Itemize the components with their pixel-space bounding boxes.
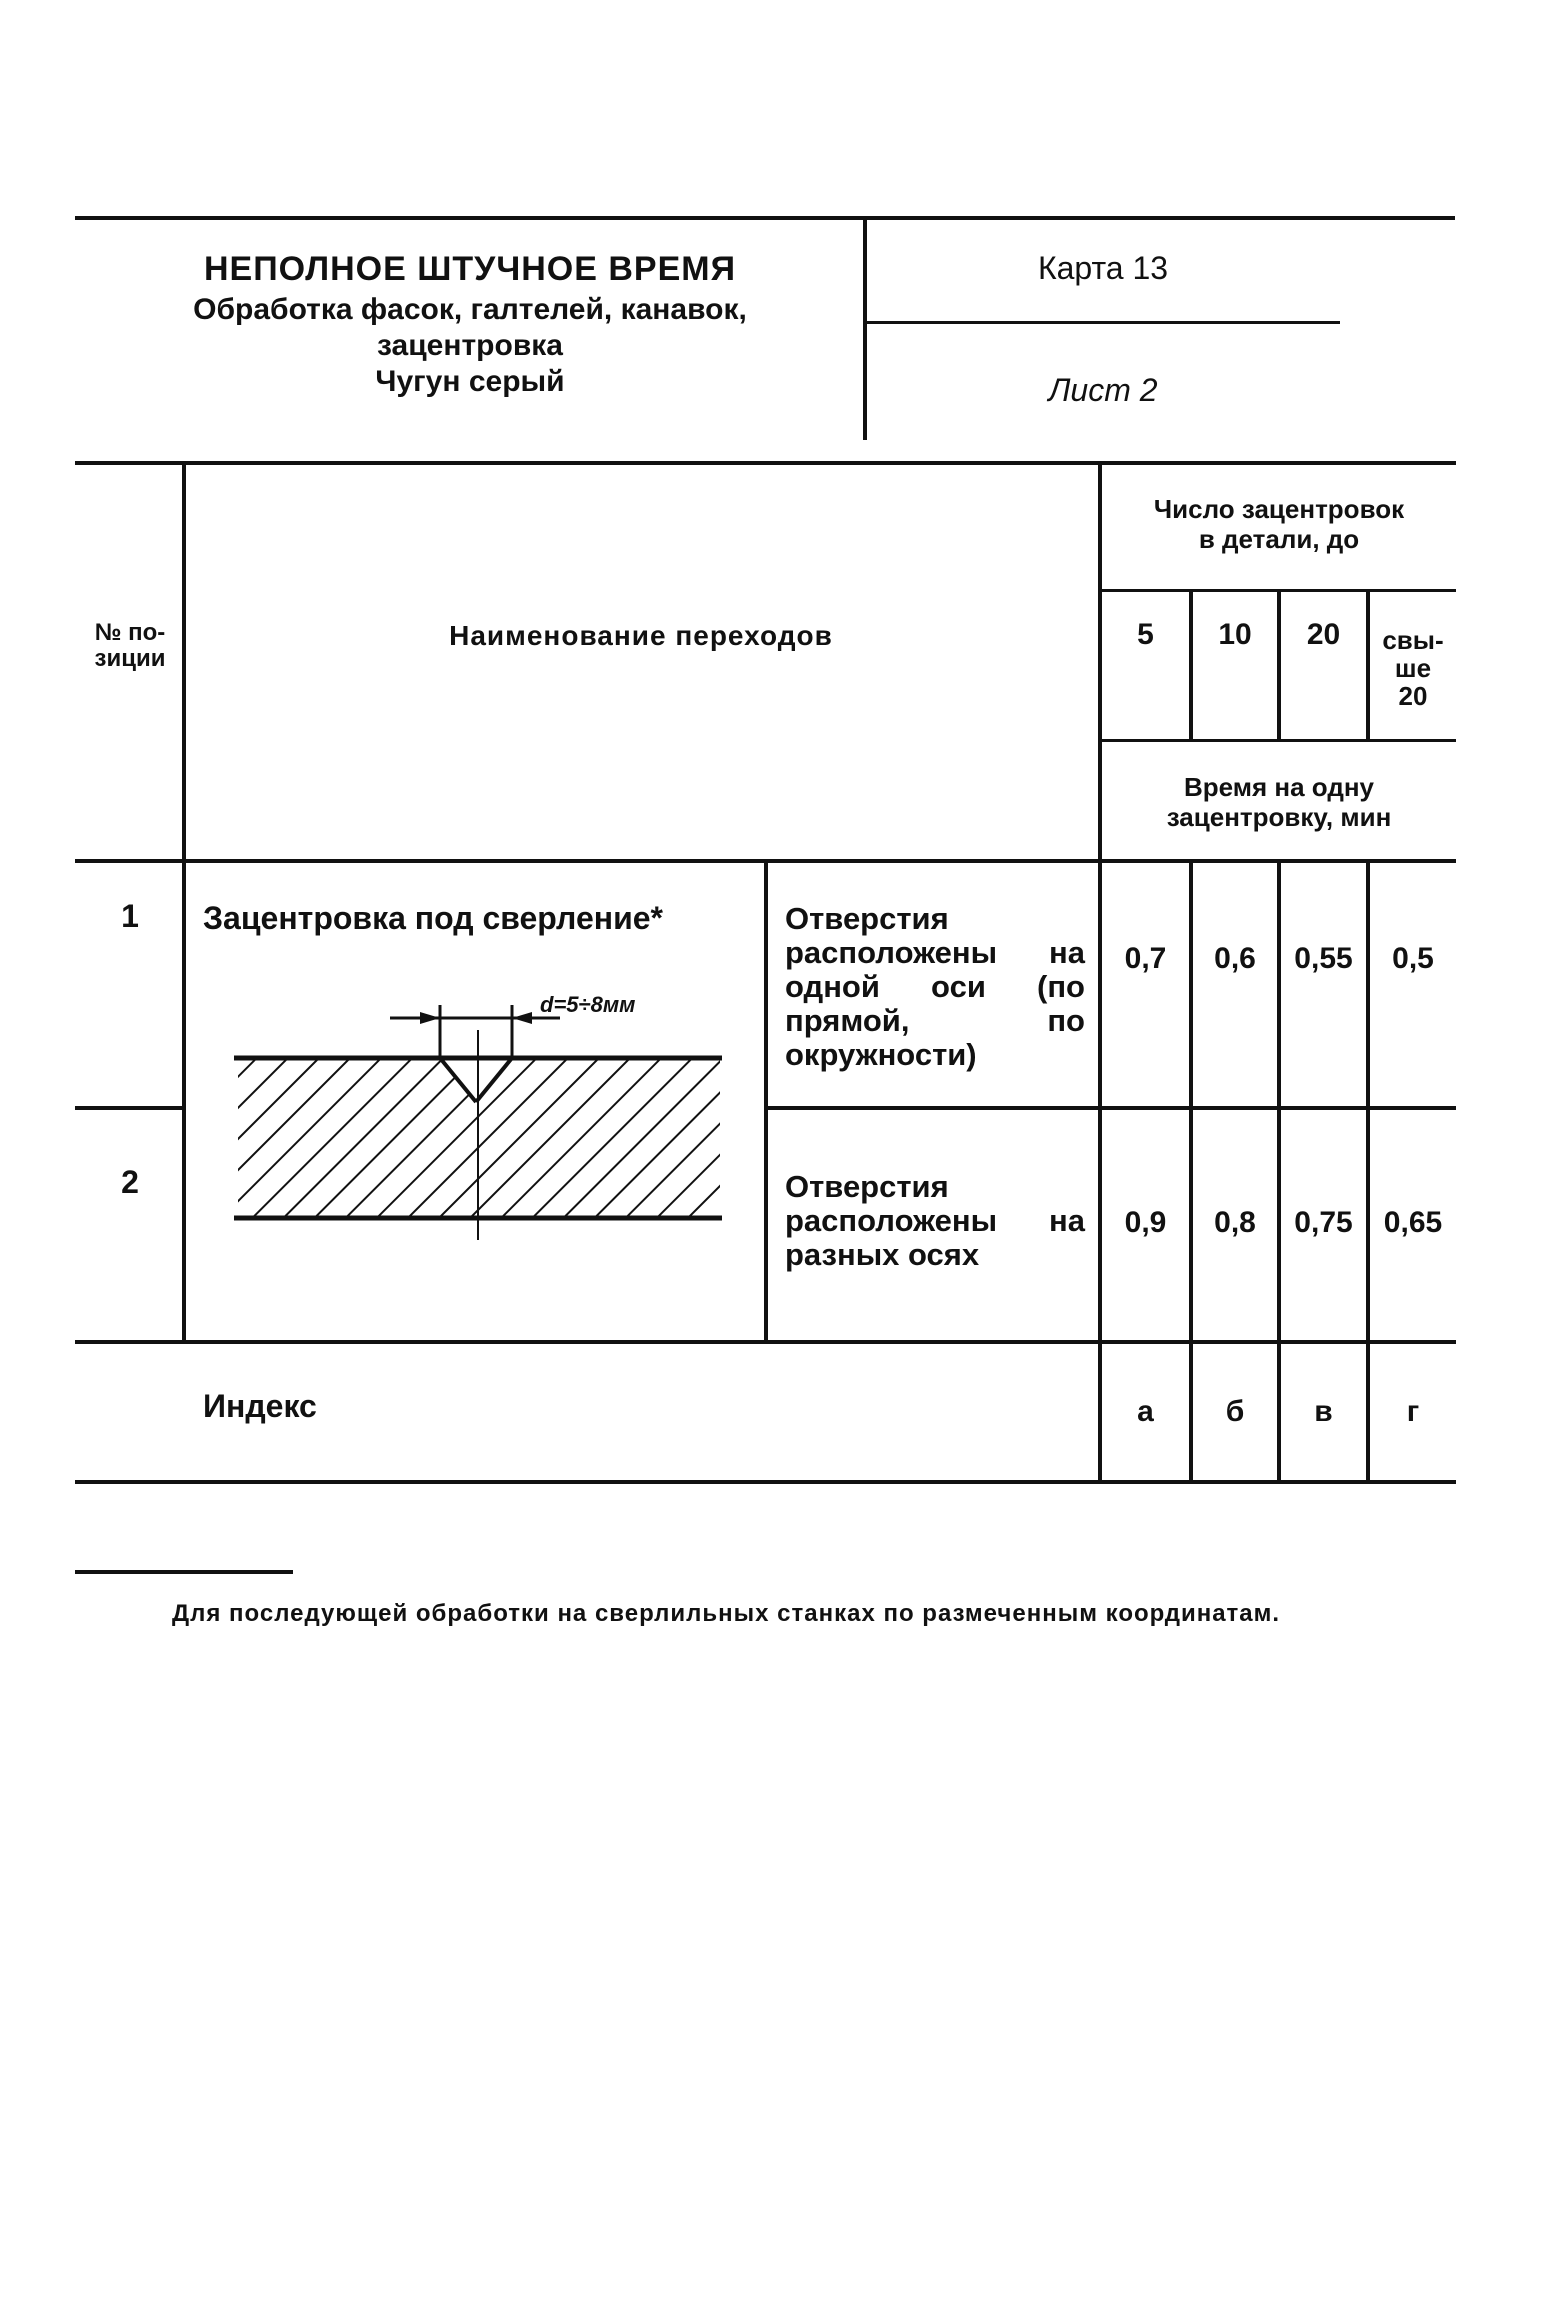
- diameter-label: d=5÷8мм: [540, 992, 636, 1017]
- time-header: Время на одну зацентровку, мин: [1166, 772, 1392, 832]
- row2-value-5: 0,9: [1124, 1206, 1167, 1239]
- count-col-20: 20: [1306, 618, 1341, 651]
- group-header: Число зацентровок в детали, до: [1153, 494, 1405, 554]
- index-v: в: [1314, 1395, 1333, 1428]
- count-col-10: 10: [1218, 618, 1252, 651]
- row2-value-10: 0,8: [1214, 1206, 1256, 1239]
- count-col-over-20: свы- ше 20: [1382, 625, 1444, 711]
- row1-condition: Отверстия расположены на одной оси (по прямой, по окружности): [785, 901, 1085, 1072]
- col-operation-divider: [764, 861, 768, 1342]
- row2-value-over20: 0,65: [1383, 1206, 1443, 1239]
- count-col-5: 5: [1137, 618, 1154, 651]
- index-label: Индекс: [203, 1388, 317, 1424]
- col-name-header: Наименование переходов: [449, 620, 833, 651]
- row1-value-over20: 0,5: [1392, 942, 1434, 975]
- row1-bottom-rule-right: [764, 1106, 1456, 1110]
- sheet-number: Лист 2: [1048, 372, 1158, 408]
- row1-value-10: 0,6: [1214, 942, 1256, 975]
- col-position-header: № по- зиции: [94, 619, 166, 672]
- index-b: б: [1225, 1395, 1245, 1428]
- index-g: г: [1406, 1395, 1420, 1428]
- card-sheet-rule: [866, 321, 1340, 324]
- table-bottom-rule: [75, 1480, 1456, 1484]
- index-a: а: [1137, 1395, 1154, 1428]
- row2-condition: Отверстия расположены на разных осях: [785, 1169, 1085, 1272]
- operation-name: Зацентровка под сверление*: [203, 900, 663, 936]
- material-label: Чугун серый: [375, 365, 565, 398]
- page-subtitle-line2: зацентровка: [377, 329, 563, 362]
- row1-bottom-rule-left: [75, 1106, 182, 1110]
- row1-position: 1: [121, 898, 139, 934]
- footnote: Для последующей обработки на сверлильных станках по размеченным координатам.: [172, 1600, 1281, 1627]
- centering-diagram: [230, 990, 730, 1240]
- header-top-rule: [75, 216, 1455, 220]
- row2-position: 2: [121, 1164, 139, 1200]
- col-position-divider: [182, 463, 186, 1342]
- card-number: Карта 13: [1037, 250, 1169, 286]
- page-subtitle-line1: Обработка фасок, галтелей, канавок,: [193, 293, 747, 326]
- row2-value-20: 0,75: [1294, 1206, 1353, 1239]
- page-title: НЕПОЛНОЕ ШТУЧНОЕ ВРЕМЯ: [203, 250, 737, 288]
- row1-value-20: 0,55: [1294, 942, 1353, 975]
- col-count2-divider: [1189, 591, 1193, 741]
- footnote-rule: [75, 1570, 293, 1574]
- col-count3-divider: [1277, 591, 1281, 741]
- row1-value-5: 0,7: [1124, 942, 1167, 975]
- table-top-rule: [75, 461, 1456, 465]
